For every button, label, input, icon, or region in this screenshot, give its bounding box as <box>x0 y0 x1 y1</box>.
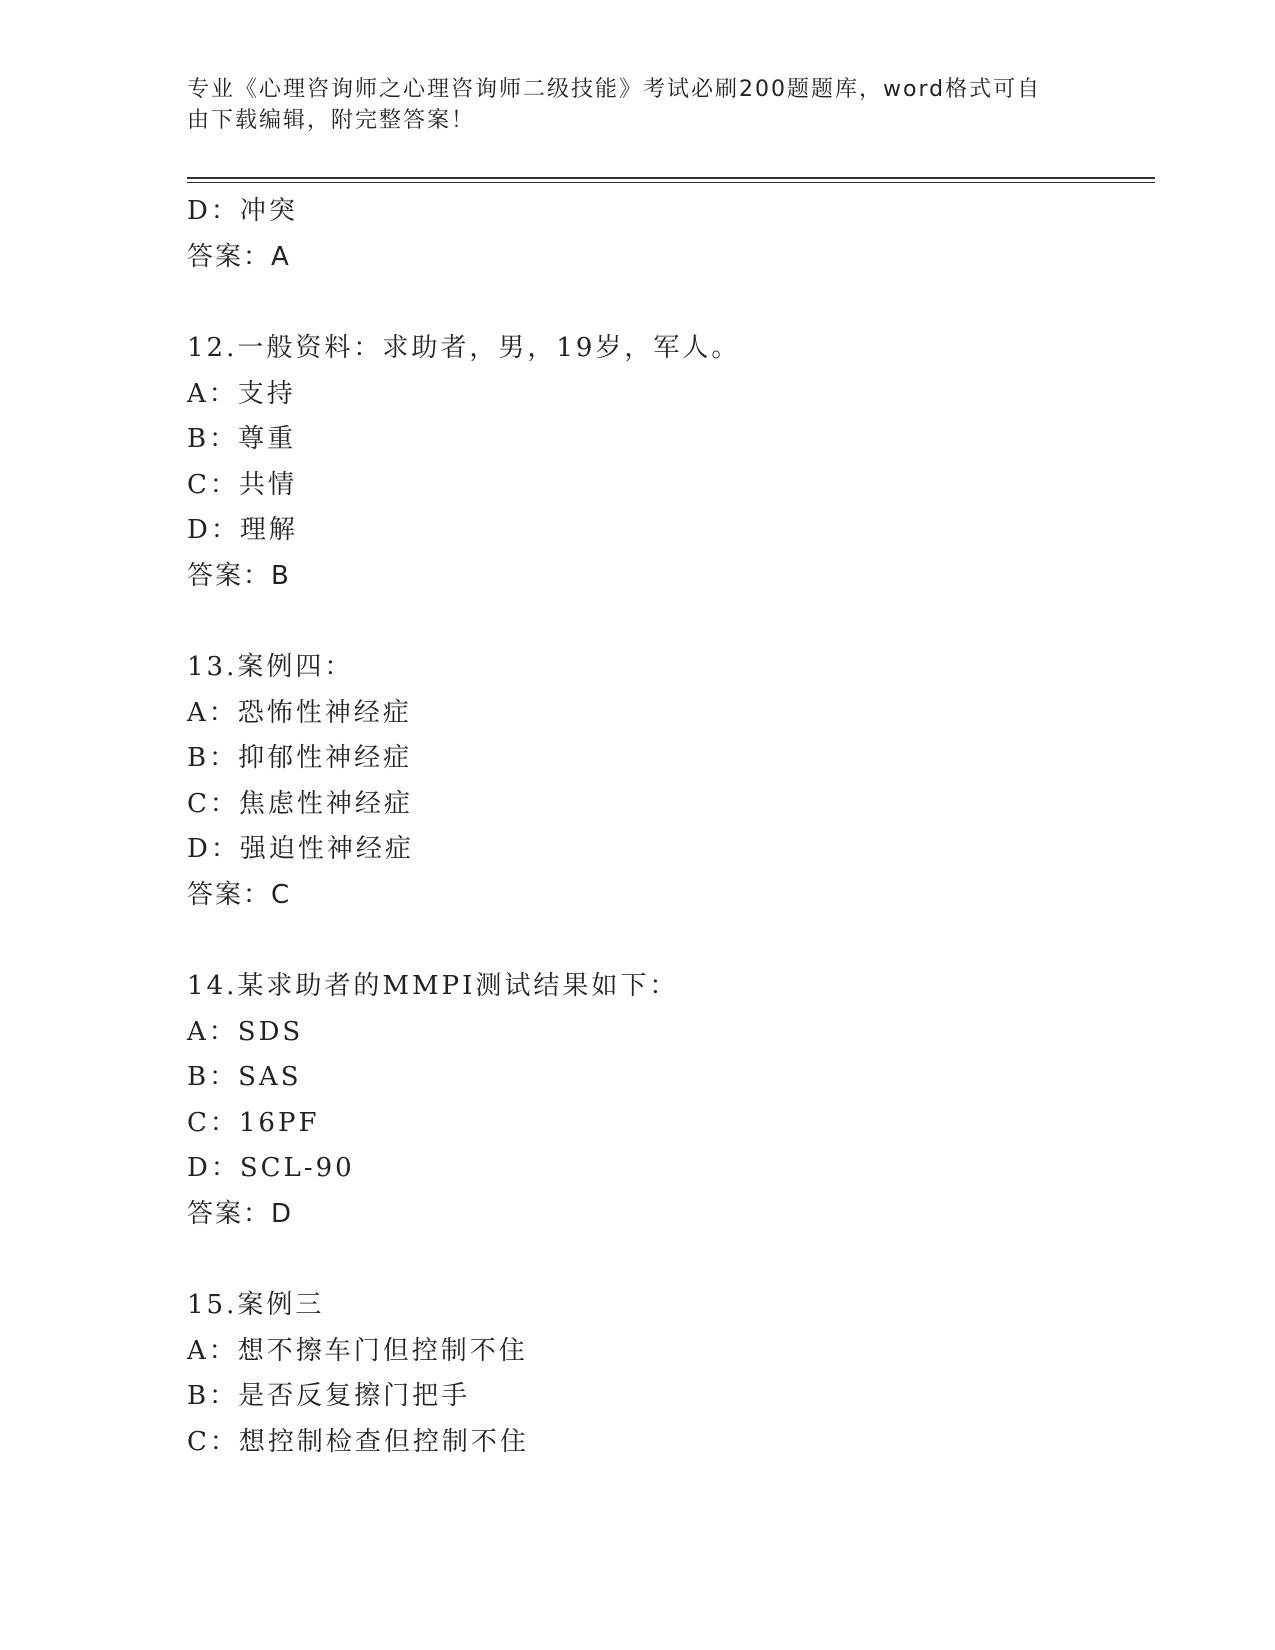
option-a: A：想不擦车门但控制不住 <box>187 1335 528 1366</box>
spacer <box>187 1237 1147 1283</box>
answer-line: 答案：C <box>187 879 292 910</box>
document-header <box>187 74 1077 136</box>
carryover-block <box>187 189 1147 280</box>
answer-line: 答案：A <box>187 241 291 272</box>
option-a: A：支持 <box>187 378 296 409</box>
option-d: D：强迫性神经症 <box>187 834 414 864</box>
option-b: B：SAS <box>187 1062 302 1092</box>
answer-line: 答案：B <box>187 560 291 591</box>
option-d: D：SCL-90 <box>187 1153 355 1183</box>
option-c: C：想控制检查但控制不住 <box>187 1426 529 1457</box>
question-list <box>187 189 1147 1465</box>
header-divider-thin <box>187 182 1155 183</box>
option-a: A：SDS <box>187 1016 304 1047</box>
header-divider-thick <box>187 177 1155 179</box>
question-14 <box>187 964 1147 1237</box>
question-stem: 14.某求助者的MMPI测试结果如下： <box>187 971 679 1001</box>
spacer <box>187 280 1147 326</box>
question-13 <box>187 645 1147 918</box>
header-line-1: 专业《心理咨询师之心理咨询师二级技能》考试必刷200题题库，word格式可自 <box>187 77 1042 102</box>
header-line-2: 由下载编辑，附完整答案！ <box>187 108 476 133</box>
option-b: B：尊重 <box>187 424 297 454</box>
question-12 <box>187 326 1147 599</box>
option-c: C：16PF <box>187 1107 320 1138</box>
option-d: D：冲突 <box>187 196 298 226</box>
question-stem: 13.案例四： <box>187 652 354 682</box>
option-a: A：恐怖性神经症 <box>187 697 412 728</box>
option-c: C：共情 <box>187 469 297 500</box>
option-b: B：是否反复擦门把手 <box>187 1381 471 1411</box>
question-stem: 15.案例三 <box>187 1290 325 1320</box>
option-b: B：抑郁性神经症 <box>187 743 413 773</box>
spacer <box>187 918 1147 964</box>
spacer <box>187 599 1147 645</box>
question-stem: 12.一般资料：求助者，男，19岁，军人。 <box>187 333 741 363</box>
answer-line: 答案：D <box>187 1198 294 1229</box>
option-c: C：焦虑性神经症 <box>187 788 413 819</box>
question-15 <box>187 1283 1147 1465</box>
option-d: D：理解 <box>187 515 298 545</box>
